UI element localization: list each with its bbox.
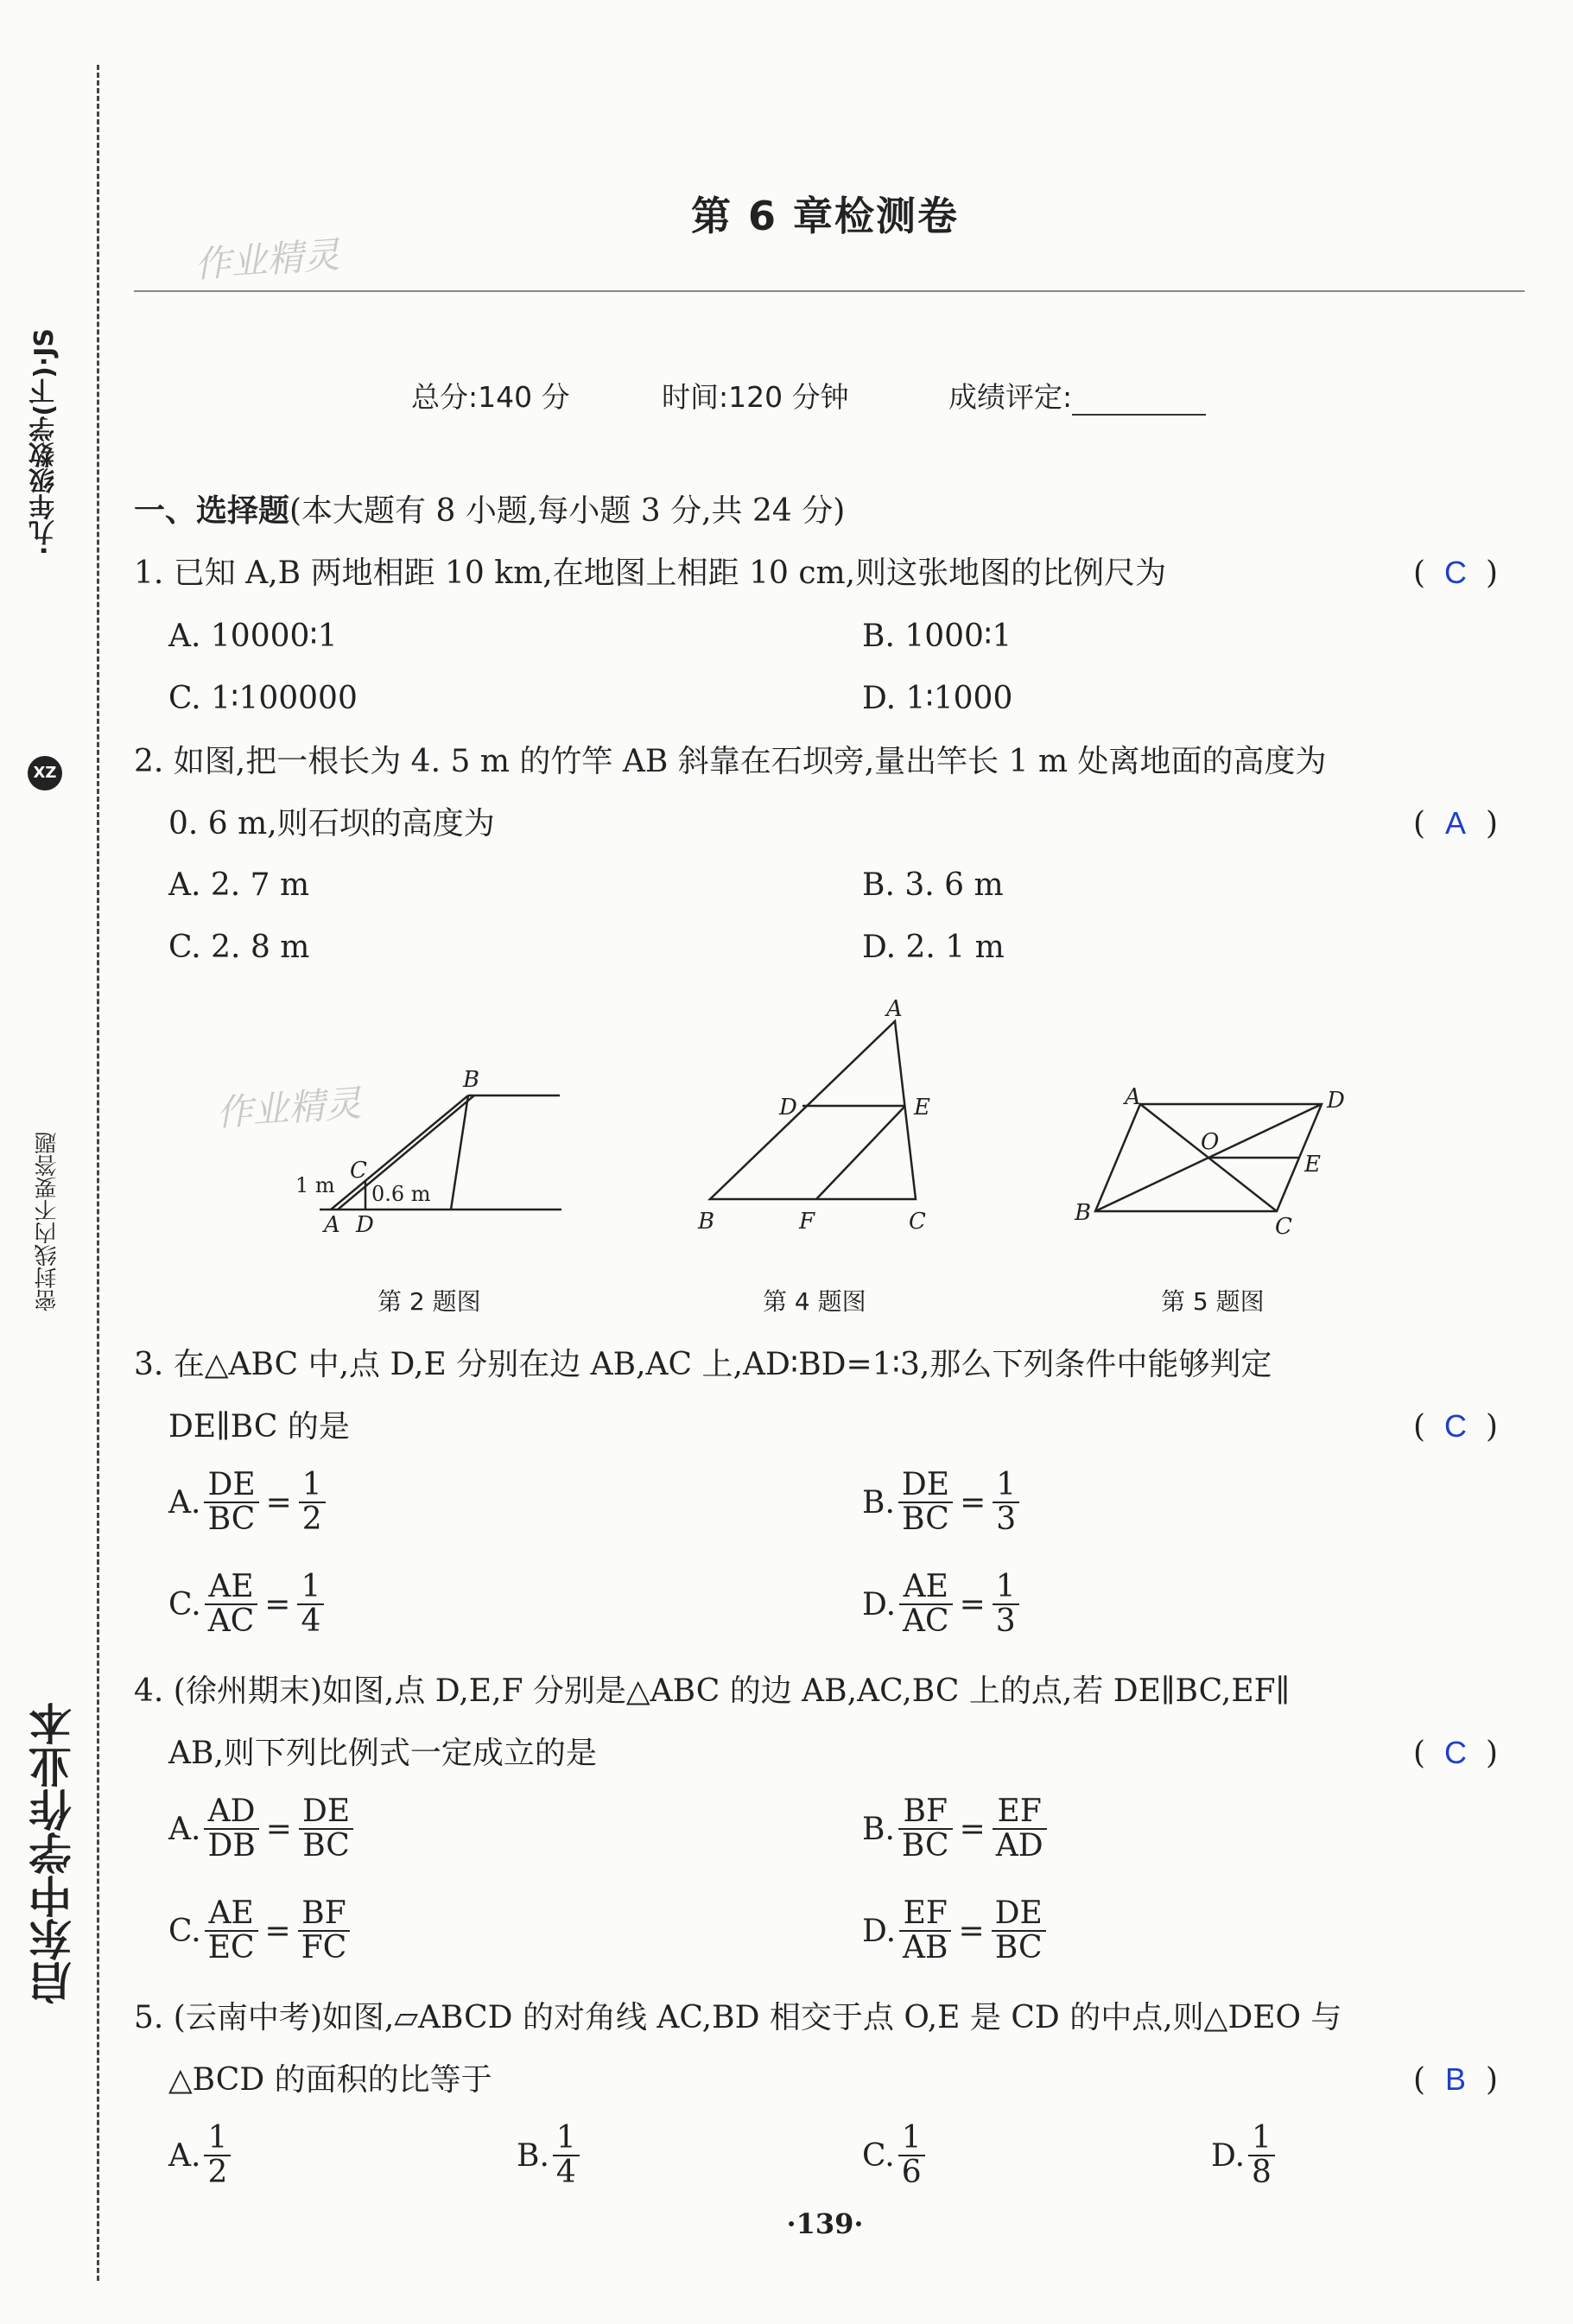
fraction xyxy=(899,1897,951,1965)
fraction xyxy=(298,1897,351,1965)
denominator: 6 xyxy=(901,2155,922,2190)
option-label: D. xyxy=(1211,2137,1246,2174)
fig2-label-b: B xyxy=(463,1067,480,1093)
numerator: BF xyxy=(898,1795,953,1830)
denominator: BC xyxy=(902,1502,949,1537)
fig2-label-d: D xyxy=(356,1212,374,1238)
q4-stem-line1: 4. (徐州期末)如图,点 D,E,F 分别是△ABC 的边 AB,AC,BC 上的点,若 DE∥BC,EF∥ xyxy=(134,1673,1291,1709)
option-label: D. xyxy=(862,1586,897,1622)
fraction xyxy=(993,1469,1019,1536)
numerator: 1 xyxy=(553,2122,580,2156)
fraction xyxy=(1248,2122,1275,2189)
xz-logo-icon: XZ xyxy=(28,756,62,791)
fraction xyxy=(992,1897,1046,1965)
grade-label: 成绩评定: xyxy=(948,380,1073,414)
fig2-caption: 第 2 题图 xyxy=(377,1287,481,1316)
numerator: 1 xyxy=(1248,2122,1275,2156)
q2-answer: ( A ) xyxy=(1413,805,1499,841)
q5-answer-value: B xyxy=(1445,2061,1467,2097)
spine-note: 密封线内不要答题 xyxy=(35,1132,60,1311)
denominator: 8 xyxy=(1252,2155,1272,2190)
fraction xyxy=(993,1795,1047,1863)
fig4-label-f: F xyxy=(799,1209,815,1235)
q1-option-d: D. 1∶1000 xyxy=(862,681,1013,716)
figure-watermark: 作业精灵 xyxy=(214,1082,363,1134)
numerator: 1 xyxy=(297,1571,324,1605)
q1-option-a: A. 10000∶1 xyxy=(168,619,338,654)
fig2-label-1m: 1 m xyxy=(295,1173,335,1197)
q2-stem-line1: 2. 如图,把一根长为 4. 5 m 的竹竿 AB 斜靠在石坝旁,量出竿长 1 m 处离地面的高度为 xyxy=(134,744,1327,779)
fig2-label-c: C xyxy=(350,1158,367,1184)
fraction xyxy=(553,2122,580,2189)
time-limit: 时间:120 分钟 xyxy=(662,380,849,414)
option-label: B. xyxy=(862,1811,895,1847)
option-label: A. xyxy=(168,1484,201,1521)
numerator: AE xyxy=(205,1571,258,1605)
q3-option-b: B. $\frac{DE}{BC}$ = $\frac{1}{3}$ xyxy=(862,1469,1023,1536)
fig4-label-d: D xyxy=(779,1095,797,1121)
fraction xyxy=(898,1469,953,1536)
numerator: DE xyxy=(299,1795,353,1830)
denominator: DB xyxy=(207,1828,256,1864)
option-label: B. xyxy=(517,2137,549,2174)
section-title: 一、选择题 xyxy=(134,493,290,529)
spine-series: ·九年级数学(下)·JS xyxy=(29,328,60,556)
denominator: AD xyxy=(995,1828,1043,1864)
fraction xyxy=(299,1469,326,1536)
fig4-label-e: E xyxy=(914,1095,930,1121)
q3-option-c: C. $\frac{AE}{AC}$ = $\frac{1}{4}$ xyxy=(168,1571,327,1638)
q1-answer: ( C ) xyxy=(1413,555,1499,591)
q3-stem-line2: DE∥BC 的是 xyxy=(168,1409,350,1445)
numerator: DE xyxy=(992,1897,1046,1932)
fig5-label-b: B xyxy=(1075,1200,1092,1226)
option-label: A. xyxy=(168,2137,201,2174)
figure-q5 xyxy=(1062,1080,1373,1244)
option-label: D. xyxy=(862,1913,897,1949)
numerator: 1 xyxy=(993,1571,1019,1605)
q5-option-b xyxy=(517,2122,583,2189)
q5-option-d xyxy=(1211,2122,1278,2189)
q2-option-b: B. 3. 6 m xyxy=(862,867,1004,903)
q1-option-c: C. 1∶100000 xyxy=(168,681,358,716)
fig5-caption: 第 5 题图 xyxy=(1161,1287,1265,1316)
fig5-label-o: O xyxy=(1201,1129,1220,1155)
q2-answer-value: A xyxy=(1445,805,1467,841)
q4-answer: ( C ) xyxy=(1413,1735,1499,1771)
option-label: C. xyxy=(168,1913,201,1949)
q1-option-b: B. 1000∶1 xyxy=(862,619,1012,654)
q3-stem-line1: 3. 在△ABC 中,点 D,E 分别在边 AB,AC 上,AD∶BD=1∶3,那么下列条件中能够判定 xyxy=(134,1347,1272,1382)
numerator: EF xyxy=(993,1795,1047,1830)
fig5-label-c: C xyxy=(1275,1214,1292,1240)
denominator: BC xyxy=(901,1828,949,1864)
fraction xyxy=(899,1571,953,1638)
spine xyxy=(26,328,78,2082)
fraction xyxy=(993,1571,1019,1638)
q4-stem-line2: AB,则下列比例式一定成立的是 xyxy=(168,1736,597,1771)
numerator: 1 xyxy=(204,2122,231,2156)
fig4-label-a: A xyxy=(886,996,903,1022)
fraction xyxy=(204,1795,258,1863)
q5-option-c xyxy=(862,2122,929,2189)
fraction xyxy=(299,1795,353,1863)
denominator: BC xyxy=(302,1828,350,1864)
numerator: AD xyxy=(204,1795,258,1830)
denominator: BC xyxy=(207,1502,256,1537)
denominator: 2 xyxy=(207,2155,228,2190)
denominator: AC xyxy=(207,1603,255,1639)
seal-dashed-line xyxy=(97,65,99,2281)
fraction xyxy=(898,1795,953,1863)
denominator: 3 xyxy=(996,1502,1017,1537)
q3-answer-value: C xyxy=(1444,1408,1468,1444)
watermark: 作业精灵 xyxy=(193,233,341,286)
denominator: BC xyxy=(994,1930,1043,1965)
fraction xyxy=(205,1571,258,1638)
q4-option-c: C. $\frac{AE}{EC}$ = $\frac{BF}{FC}$ xyxy=(168,1897,353,1965)
section-heading xyxy=(134,492,845,530)
q5-stem-line2: △BCD 的面积的比等于 xyxy=(168,2062,492,2098)
numerator: DE xyxy=(204,1469,258,1503)
q3-option-a: A. $\frac{DE}{BC}$ = $\frac{1}{2}$ xyxy=(168,1469,329,1536)
figure-q4 xyxy=(682,994,942,1244)
q1-answer-value: C xyxy=(1444,555,1468,590)
numerator: DE xyxy=(898,1469,953,1503)
denominator: EC xyxy=(207,1930,255,1965)
q4-option-d: D. $\frac{EF}{AB}$ = $\frac{DE}{BC}$ xyxy=(862,1897,1050,1965)
q5-answer: ( B ) xyxy=(1413,2061,1499,2098)
fig5-label-e: E xyxy=(1304,1152,1321,1178)
fraction xyxy=(204,1469,258,1536)
total-score: 总分:140 分 xyxy=(411,380,570,414)
page-title: 第 6 章检测卷 xyxy=(690,193,960,239)
q1-stem: 1. 已知 A,B 两地相距 10 km,在地图上相距 10 cm,则这张地图的比例尺为 xyxy=(134,556,1167,591)
numerator: EF xyxy=(899,1897,951,1932)
section-note: (本大题有 8 小题,每小题 3 分,共 24 分) xyxy=(289,493,846,529)
q5-stem-line1: 5. (云南中考)如图,▱ABCD 的对角线 AC,BD 相交于点 O,E 是 CD 的中点,则△DEO 与 xyxy=(134,2000,1342,2035)
fraction xyxy=(204,2122,231,2189)
spine-book-title: 启东中学作业本 xyxy=(29,1702,79,2004)
grade-field xyxy=(948,375,1206,416)
grade-blank[interactable] xyxy=(1072,384,1206,416)
title-rule xyxy=(134,290,1525,292)
fraction xyxy=(205,1897,258,1965)
fig5-label-a: A xyxy=(1125,1084,1141,1110)
q4-option-b: B. $\frac{BF}{BC}$ = $\frac{EF}{AD}$ xyxy=(862,1795,1050,1863)
numerator: AE xyxy=(205,1897,258,1932)
fig2-label-06m: 0.6 m xyxy=(371,1182,431,1206)
option-label: C. xyxy=(862,2137,895,2174)
q3-answer: ( C ) xyxy=(1413,1408,1499,1445)
q5-option-a xyxy=(168,2122,234,2189)
fig4-caption: 第 4 题图 xyxy=(763,1287,866,1316)
q3-option-d: D. $\frac{AE}{AC}$ = $\frac{1}{3}$ xyxy=(862,1571,1023,1638)
q2-option-d: D. 2. 1 m xyxy=(862,930,1005,965)
numerator: 1 xyxy=(993,1469,1019,1503)
page-number: ·139· xyxy=(786,2207,864,2240)
q4-answer-value: C xyxy=(1444,1735,1468,1770)
option-label: C. xyxy=(168,1586,201,1622)
fig4-label-b: B xyxy=(698,1209,715,1235)
denominator: AC xyxy=(903,1603,949,1639)
q2-stem-line2: 0. 6 m,则石坝的高度为 xyxy=(168,806,495,841)
denominator: 3 xyxy=(995,1603,1016,1639)
fig4-label-c: C xyxy=(909,1209,926,1235)
denominator: FC xyxy=(301,1930,347,1965)
fraction xyxy=(898,2122,925,2189)
denominator: 4 xyxy=(301,1603,321,1639)
numerator: AE xyxy=(899,1571,953,1605)
fig2-label-a: A xyxy=(324,1212,340,1238)
numerator: BF xyxy=(298,1897,351,1932)
q2-option-a: A. 2. 7 m xyxy=(168,867,310,903)
q2-option-c: C. 2. 8 m xyxy=(168,930,310,965)
fig5-label-d: D xyxy=(1327,1088,1345,1114)
denominator: 2 xyxy=(301,1502,322,1537)
numerator: 1 xyxy=(299,1469,326,1503)
q4-option-a: A. $\frac{AD}{DB}$ = $\frac{DE}{BC}$ xyxy=(168,1795,357,1863)
option-label: B. xyxy=(862,1484,895,1521)
denominator: 4 xyxy=(555,2155,576,2190)
option-label: A. xyxy=(168,1811,201,1847)
denominator: AB xyxy=(903,1930,948,1965)
fraction xyxy=(297,1571,324,1638)
numerator: 1 xyxy=(898,2122,925,2156)
